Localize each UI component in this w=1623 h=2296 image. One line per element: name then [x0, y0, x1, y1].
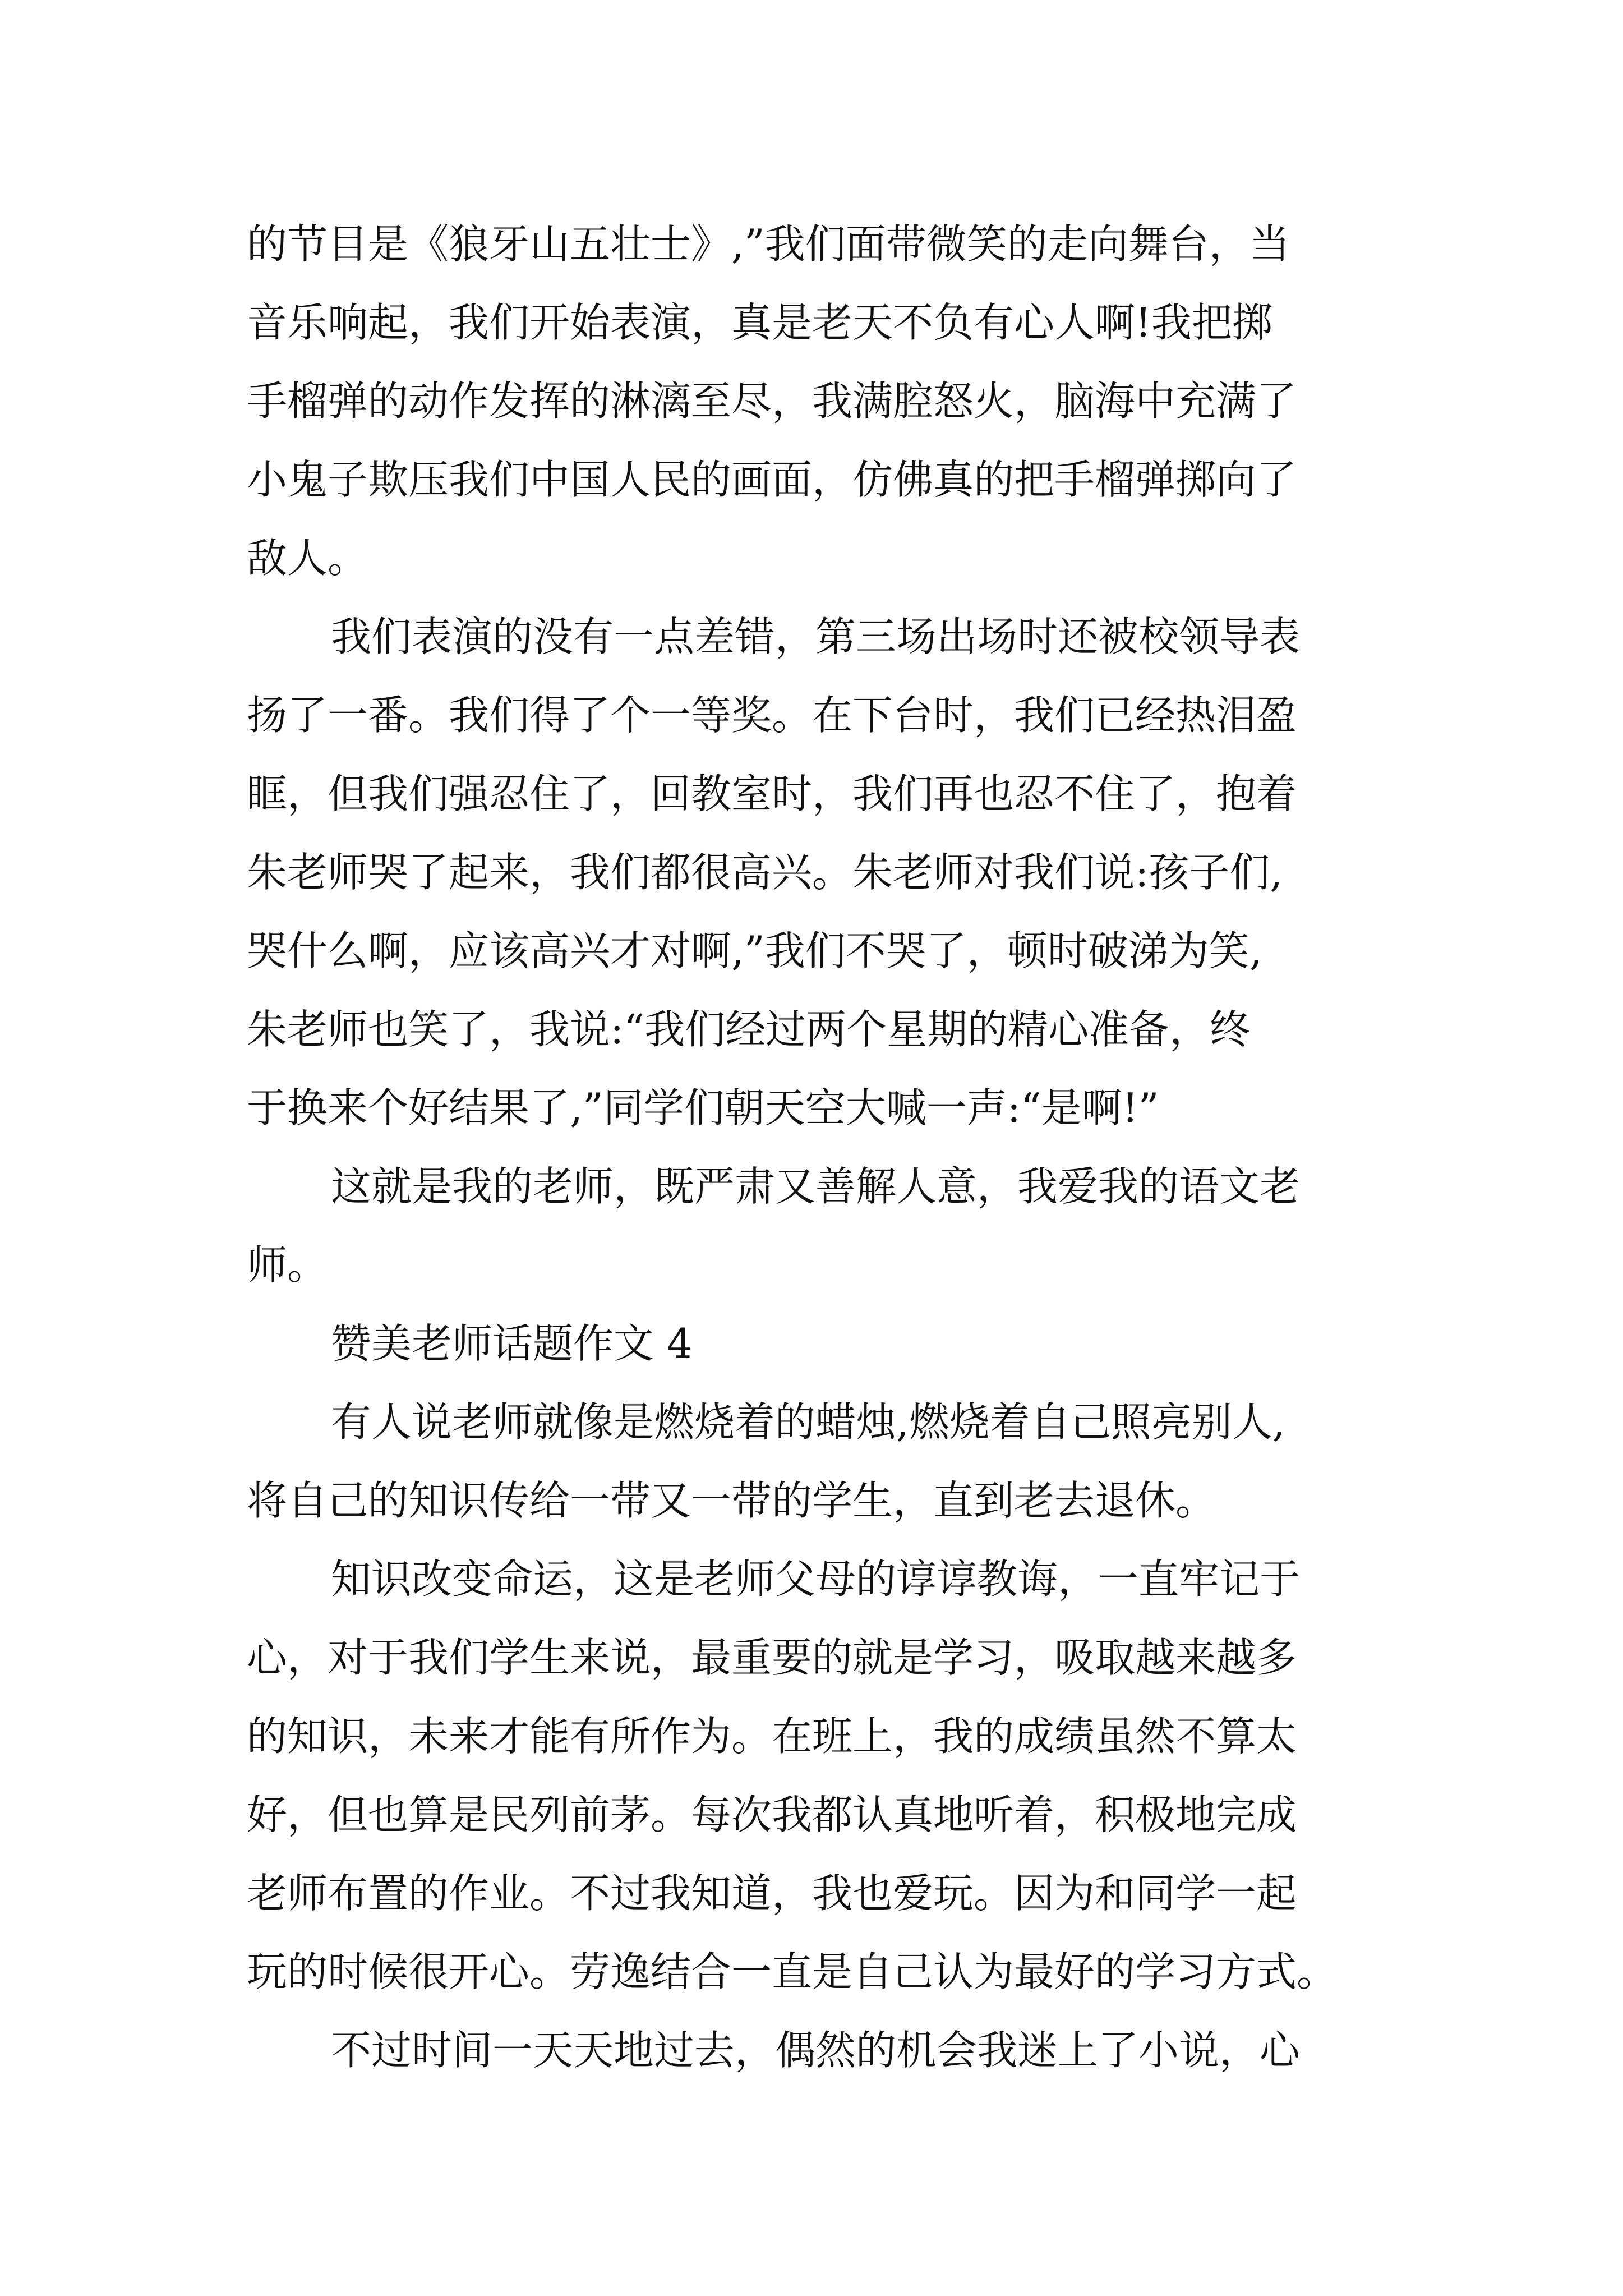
text-line: 朱老师哭了起来，我们都很高兴。朱老师对我们说:孩子们, — [247, 850, 1283, 895]
text-line: 的知识，未来才能有所作为。在班上，我的成绩虽然不算太 — [247, 1714, 1297, 1759]
text-line: 哭什么啊，应该高兴才对啊,”我们不哭了，顿时破涕为笑, — [247, 928, 1262, 973]
text-line: 朱老师也笑了，我说:“我们经过两个星期的精心准备，终 — [247, 1007, 1251, 1052]
text-line: 将自己的知识传给一带又一带的学生，直到老去退休。 — [247, 1478, 1216, 1523]
text-line: 音乐响起，我们开始表演，真是老天不负有心人啊!我把掷 — [247, 300, 1272, 345]
text-line: 老师布置的作业。不过我知道，我也爱玩。因为和同学一起 — [247, 1871, 1297, 1916]
text-line: 眶，但我们强忍住了，回教室时，我们再也忍不住了，抱着 — [247, 771, 1297, 816]
text-line: 知识改变命运，这是老师父母的谆谆教诲，一直牢记于 — [331, 1557, 1301, 1602]
text-line: 有人说老师就像是燃烧着的蜡烛,燃烧着自己照亮别人, — [331, 1400, 1285, 1444]
text-line: 这就是我的老师，既严肃又善解人意，我爱我的语文老 — [331, 1164, 1301, 1209]
text-line: 玩的时候很开心。劳逸结合一直是自己认为最好的学习方式。 — [247, 1949, 1338, 1994]
text-line: 好，但也算是民列前茅。每次我都认真地听着，积极地完成 — [247, 1792, 1297, 1837]
text-line: 师。 — [247, 1243, 328, 1287]
text-line: 手榴弹的动作发挥的淋漓至尽，我满腔怒火，脑海中充满了 — [247, 379, 1297, 424]
text-line: 于换来个好结果了,”同学们朝天空大喊一声:“是啊!” — [247, 1085, 1159, 1130]
text-line: 扬了一番。我们得了个一等奖。在下台时，我们已经热泪盈 — [247, 693, 1297, 738]
text-line: 敌人。 — [247, 536, 368, 581]
section-heading: 赞美老师话题作文 4 — [331, 1321, 693, 1366]
text-line: 不过时间一天天地过去，偶然的机会我迷上了小说，心 — [331, 2028, 1301, 2073]
text-line: 的节目是《狼牙山五壮士》,”我们面带微笑的走向舞台，当 — [247, 222, 1290, 266]
text-line: 小鬼子欺压我们中国人民的画面，仿佛真的把手榴弹掷向了 — [247, 457, 1297, 502]
text-line: 我们表演的没有一点差错，第三场出场时还被校领导表 — [331, 614, 1301, 659]
text-line: 心，对于我们学生来说，最重要的就是学习，吸取越来越多 — [247, 1635, 1297, 1680]
